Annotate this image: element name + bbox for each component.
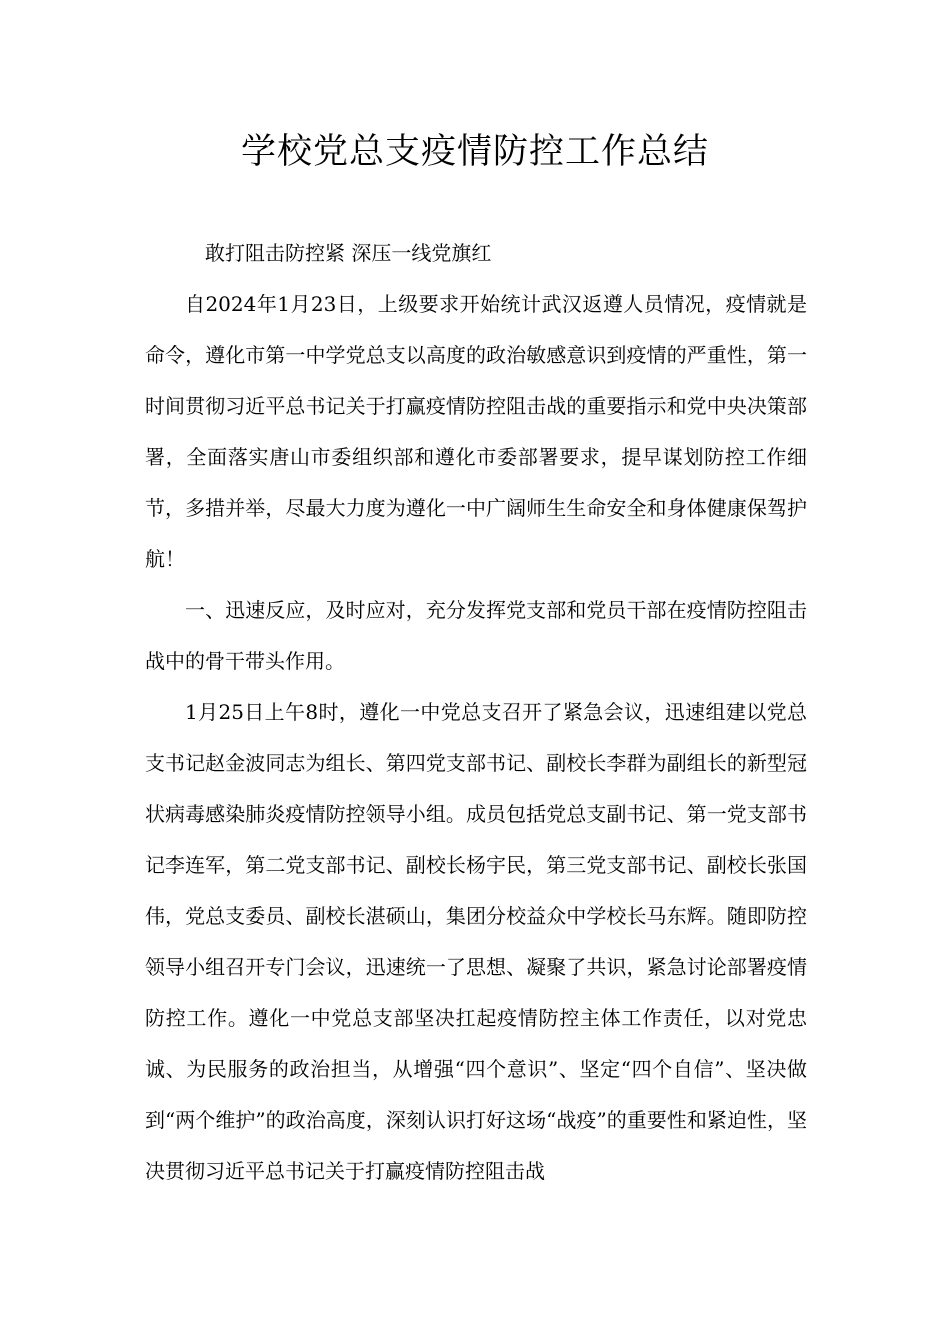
paragraph-meeting: 1月25日上午8时，遵化一中党总支召开了紧急会议，迅速组建以党总支书记赵金波同志为组长、第四党支部书记、副校长李群为副组长的新型冠状病毒感染肺炎疫情防控领导小组。成员包括党总支副书记、第一党支部书记李连军，第二党支部书记、副校长杨宇民，第三党支部书记、副校长张国伟，党总支委员、副校长湛硕山，集团分校益众中学校长马东辉。随即防控领导小组召开专门会议，迅速统一了思想、凝聚了共识，紧急讨论部署疫情防控工作。遵化一中党总支部坚决扛起疫情防控主体工作责任，以对党忠诚、为民服务的政治担当，从增强“四个意识”、坚定“四个自信”、坚决做到“两个维护”的政治高度，深刻认识打好这场“战疫”的重要性和紧迫性，坚决贯彻习近平总书记关于打赢疫情防控阻击战 bbox=[145, 700, 807, 1183]
document-body bbox=[145, 228, 807, 1197]
paragraph-intro: 自2024年1月23日，上级要求开始统计武汉返遵人员情况，疫情就是命令，遵化市第一中学党总支以高度的政治敏感意识到疫情的严重性，第一时间贯彻习近平总书记关于打赢疫情防控阻击战的重要指示和党中央决策部署，全面落实唐山市委组织部和遵化市委部署要求，提早谋划防控工作细节，多措并举，尽最大力度为遵化一中广阔师生生命安全和身体健康保驾护航！ bbox=[145, 292, 807, 571]
document-title: 学校党总支疫情防控工作总结 bbox=[240, 132, 709, 172]
document-subtitle: 敢打阻击防控紧 深压一线党旗红 bbox=[205, 241, 492, 265]
paragraph-section-heading: 一、迅速反应，及时应对，充分发挥党支部和党员干部在疫情防控阻击战中的骨干带头作用。 bbox=[145, 598, 807, 673]
